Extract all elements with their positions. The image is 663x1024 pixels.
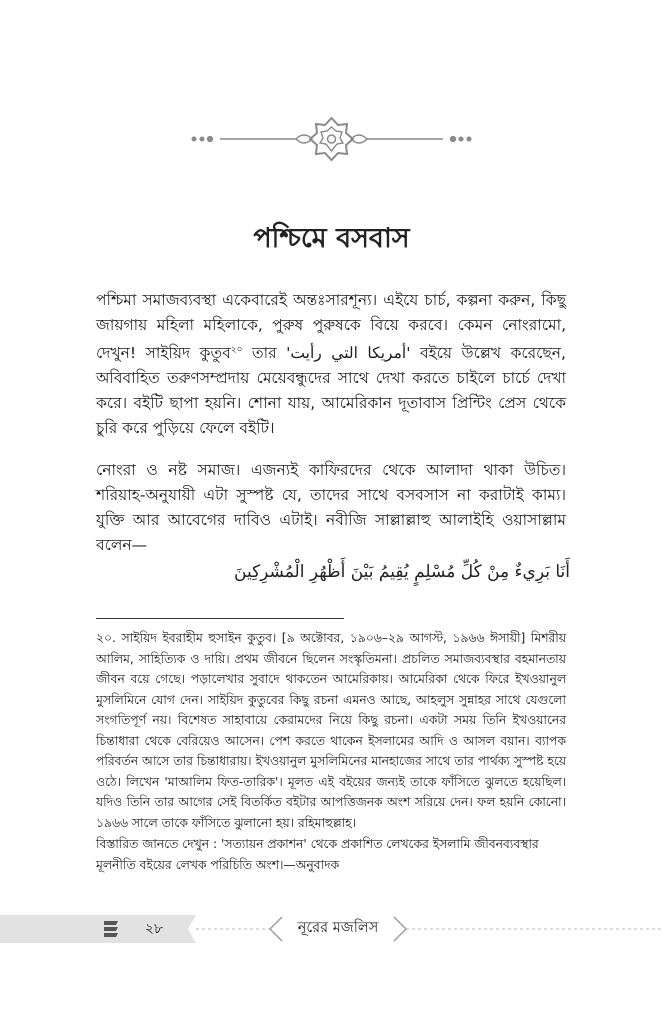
arabic-book-title: أمريكا التي رأيت bbox=[290, 344, 407, 363]
page-number: ২৮ bbox=[144, 921, 164, 937]
footnote-ref[interactable]: ২০ bbox=[230, 345, 243, 355]
footnote-text: ২০. সাইয়িদ ইবরাহীম হুসাইন কুতুব। [৯ অক্টোবর, ১৯০৬–২৯ আগস্ট, ১৯৬৬ ঈসায়ী] মিশরীয় আলিম, সাহিত্যিক ও দায়ি। প্রথম জীবনে ছিলেন সংস্কৃতিমনা। প্রচলিত সমাজব্যবস্থার বহমানতায় জীবন বয়ে গেছে। পড়ালেখার সুবাদে থাকতেন আমেরিকায়। আমেরিকা থেকে ফিরে ইখওয়ানুল মুসলিমিনে যোগ দেন। সাইয়িদ কুতুবের কিছু রচনা এমনও আছে, আহলুস সুন্নাহর সাথে যেগুলো সংগতিপূর্ণ নয়। বিশেষত সাহাবায়ে কেরামদের নিয়ে কিছু রচনা। একটা সময় তিনি ইখওয়ানের চিন্তাধারা থেকে বেরিয়েও আসেন। পেশ করতে থাকেন ইসলামের আদি ও আসল বয়ান। ব্যাপক পরিবর্তন আসে তার চিন্তাধারায়। ইখওয়ানুল মুসলিমিনের মানহাজের সাথে তার পার্থক্য সুস্পষ্ট হয়ে ওঠে। লিখেন 'মাআলিম ফিত-তারিক'। মূলত এই বইয়ের জন্যই তাকে ফাঁসিতে ঝুলতে হয়েছিল। যদিও তিনি তার আগের সেই বিতর্কিত বইটার আপত্তিজনক অংশ সরিয়ে দেন। ফল হয়নি কোনো। ১৯৬৬ সালে তাকে ফাঁসিতে ঝুলানো হয়। রহিমাহুল্লাহ। bbox=[96, 631, 566, 830]
paragraph-1 bbox=[96, 288, 566, 441]
paragraph-1-start: পশ্চিমা সমাজব্যবস্থা একেবারেই অন্তঃসারশূন্য। এইযে চার্চ, কল্পনা করুন, কিছু জায়গায় মহিলা মহিলাকে, পুরুষ পুরুষকে বিয়ে করবে। কেমন নোংরামো, দেখুন! সাইয়িদ কুতুব bbox=[96, 291, 566, 363]
star-ornament-icon bbox=[184, 116, 479, 162]
footnote-tail: বিস্তারিত জানতে দেখুন : 'সত্যায়ন প্রকাশন' থেকে প্রকাশিত লেখকের ইসলামি জীবনব্যবস্থার মূলনীতি বইয়ের লেখক পরিচিতি অংশ।—অনুবাদক bbox=[96, 837, 539, 872]
book-title: নূরের মজলিস bbox=[297, 920, 379, 936]
page-title: পশ্চিমে বসবাস bbox=[253, 223, 410, 254]
paragraph-2: নোংরা ও নষ্ট সমাজ। এজন্যই কাফিরদের থেকে আলাদা থাকা উচিত। শরিয়াহ-অনুযায়ী এটা সুস্পষ্ট যে, তাদের সাথে বসবসাস না করাটাই কাম্য। যুক্তি আর আবেগের দাবিও এটাই। নবীজি সাল্লাল্লাহু আলাইহি ওয়াসাল্লাম বলেন— bbox=[96, 461, 566, 554]
paragraph-1-mid: তার ' bbox=[242, 344, 291, 363]
footnote-divider bbox=[96, 618, 344, 619]
paragraph-1-end: ' বইয়ে উল্লেখ করেছেন, অবিবাহিত তরুণসম্প্রদায় মেয়েবন্ধুদের সাথে দেখা করতে চাইলে চার্চে দেখা করে। বইটি ছাপা হয়নি। শোনা যায়, আমেরিকান দূতাবাস প্রিন্টিং প্রেস থেকে চুরি করে পুড়িয়ে ফেলে বইটি। bbox=[96, 344, 566, 438]
hadith-arabic: أَنَا بَرِيءٌ مِنْ كُلِّ مُسْلِمٍ يُقِيمُ بَيْنَ أَظْهُرِ الْمُشْرِكِينَ bbox=[234, 562, 570, 582]
